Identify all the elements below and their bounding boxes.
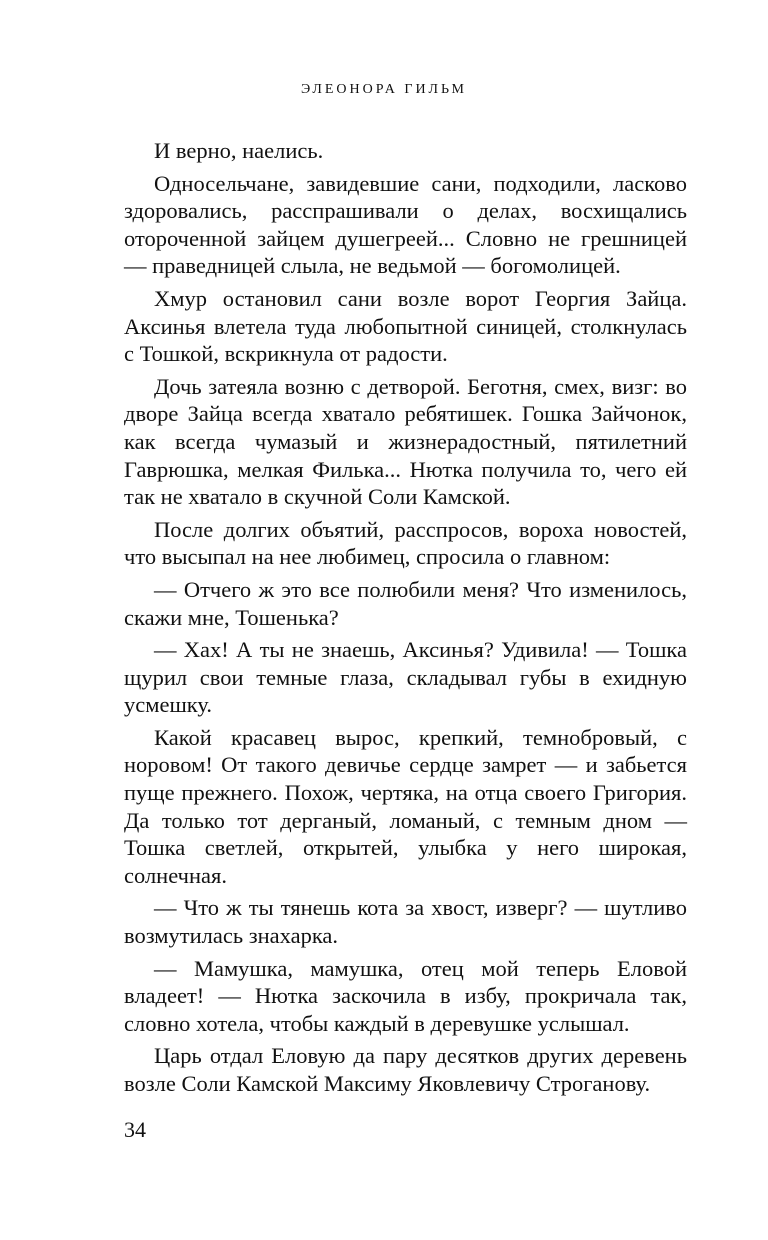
paragraph-7: — Хах! А ты не знаешь, Аксинья? Удивила! — Тошка щурил свои темные глаза, складывал губы в ехидную усмешку. bbox=[124, 637, 687, 718]
paragraph-11: Царь отдал Еловую да пару десятков других деревень возле Соли Камской Максиму Яковлевичу Строганову. bbox=[124, 1043, 687, 1096]
paragraph-1: И верно, наелись. bbox=[154, 138, 324, 163]
page-number: 34 bbox=[124, 1117, 146, 1142]
body-text bbox=[124, 137, 687, 1098]
paragraph-4: Дочь затеяла возню с детворой. Беготня, смех, визг: во дворе Зайца всегда хватало ребятишек. Гошка Зайчонок, как всегда чумазый и жизнерадостный, пятилетний Гаврюшка, мелкая Филька... Нютка получила то, чего ей так не хватало в скучной Соли Камской. bbox=[124, 373, 687, 510]
paragraph-9: — Что ж ты тянешь кота за хвост, изверг? — шутливо возмутилась знахарка. bbox=[124, 895, 687, 949]
paragraph-3: Хмур остановил сани возле ворот Георгия Зайца. Аксинья влетела туда любопытной синицей, столкнулась с Тошкой, вскрикнула от радости. bbox=[124, 285, 687, 367]
paragraph-5: После долгих объятий, расспросов, вороха новостей, что высыпал на нее любимец, спросила о главном: bbox=[124, 516, 687, 570]
paragraph-6: — Отчего ж это все полюбили меня? Что изменилось, скажи мне, Тошенька? bbox=[124, 576, 687, 630]
paragraph-8: Какой красавец вырос, крепкий, темнобровый, с норовом! От такого девичье сердце замрет — и забьется пуще прежнего. Похож, чертяка, на отца своего Григория. Да только тот дерганый, ломаный, с темным дном — Тошка светлей, открытей, улыбка у него широкая, солнечная. bbox=[124, 724, 687, 888]
running-header-author: ЭЛЕОНОРА ГИЛЬМ bbox=[301, 82, 467, 97]
paragraph-10: — Мамушка, мамушка, отец мой теперь Еловой владеет! — Нютка заскочила в избу, прокричала так, словно хотела, чтобы каждый в деревушке услышал. bbox=[124, 955, 687, 1036]
paragraph-2: Односельчане, завидевшие сани, подходили, ласково здоровались, расспрашивали о делах, восхищались отороченной зайцем душегреей... Словно не грешницей — праведницей слыла, не ведьмой — богомолицей. bbox=[124, 170, 687, 279]
